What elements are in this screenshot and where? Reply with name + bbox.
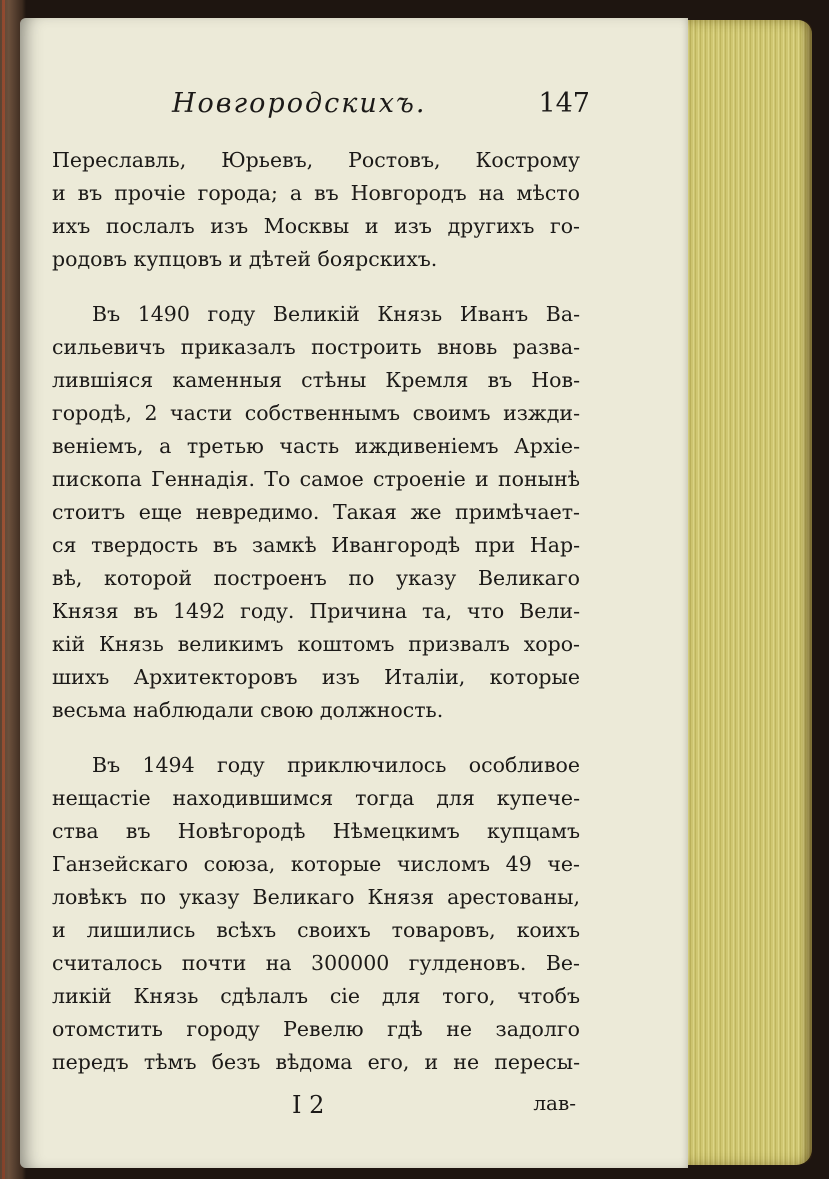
text-line: Ганзейскаго союза, которые числомъ 49 че-	[52, 852, 580, 876]
text-line: лившіяся каменныя стѣны Кремля въ Нов-	[52, 368, 580, 392]
text-line: нещастіе находившимся тогда для купече-	[52, 786, 580, 810]
running-head: Новгородскихъ.	[172, 88, 427, 119]
text-line: ся твердость въ замкѣ Ивангородѣ при Нар-	[52, 533, 580, 557]
body-text	[52, 144, 580, 1079]
text-line: Переславль, Юрьевъ, Ростовъ, Кострому	[52, 148, 580, 172]
page-number: 147	[538, 88, 590, 119]
text-line: ликій Князь сдѣлалъ сіе для того, чтобъ	[52, 984, 580, 1008]
book-page	[20, 18, 688, 1168]
page-header	[52, 88, 590, 136]
text-line: вѣ, которой построенъ по указу Великаго	[52, 566, 580, 590]
text-line: Въ 1494 году приключилось особливое	[92, 753, 580, 777]
text-line: сильевичъ приказалъ построить вновь разва-	[52, 335, 580, 359]
paragraph-3	[52, 749, 580, 1079]
text-line: Въ 1490 году Великій Князь Иванъ Ва-	[92, 302, 580, 326]
text-line: городѣ, 2 части собственнымъ своимъ изжди-	[52, 401, 580, 425]
book-fore-edge	[682, 20, 812, 1165]
previous-page-edge	[0, 0, 22, 1179]
text-line: ихъ послалъ изъ Москвы и изъ другихъ го-	[52, 214, 580, 238]
text-line: передъ тѣмъ безъ вѣдома его, и не пересы-	[52, 1050, 580, 1074]
text-line: и въ прочіе города; а въ Новгородъ на мѣсто	[52, 181, 580, 205]
text-line: веніемъ, а третью часть иждивеніемъ Архіе-	[52, 434, 580, 458]
text-line: пископа Геннадія. То самое строеніе и понынѣ	[52, 467, 580, 491]
text-line: шихъ Архитекторовъ изъ Италіи, которые	[52, 665, 580, 689]
text-line: родовъ купцовъ и дѣтей боярскихъ.	[52, 247, 438, 271]
page-footer	[52, 1085, 580, 1125]
paragraph-2	[52, 298, 580, 727]
text-line: считалось почти на 300000 гулденовъ. Ве-	[52, 951, 580, 975]
catchword: лав-	[533, 1091, 576, 1115]
text-line: отомстить городу Ревелю гдѣ не задолго	[52, 1017, 580, 1041]
text-line: кій Князь великимъ коштомъ призвалъ хоро-	[52, 632, 580, 656]
page-edge-color	[2, 0, 5, 1179]
text-line: и лишились всѣхъ своихъ товаровъ, коихъ	[52, 918, 580, 942]
signature-mark: I 2	[292, 1091, 325, 1119]
text-line: Князя въ 1492 году. Причина та, что Вели-	[52, 599, 580, 623]
page-text	[52, 88, 590, 1125]
text-line: стоитъ еще невредимо. Такая же примѣчает-	[52, 500, 580, 524]
paragraph-1	[52, 144, 580, 276]
text-line: весьма наблюдали свою должность.	[52, 698, 444, 722]
text-line: ства въ Новѣгородѣ Нѣмецкимъ купцамъ	[52, 819, 580, 843]
text-line: ловѣкъ по указу Великаго Князя арестованы,	[52, 885, 580, 909]
